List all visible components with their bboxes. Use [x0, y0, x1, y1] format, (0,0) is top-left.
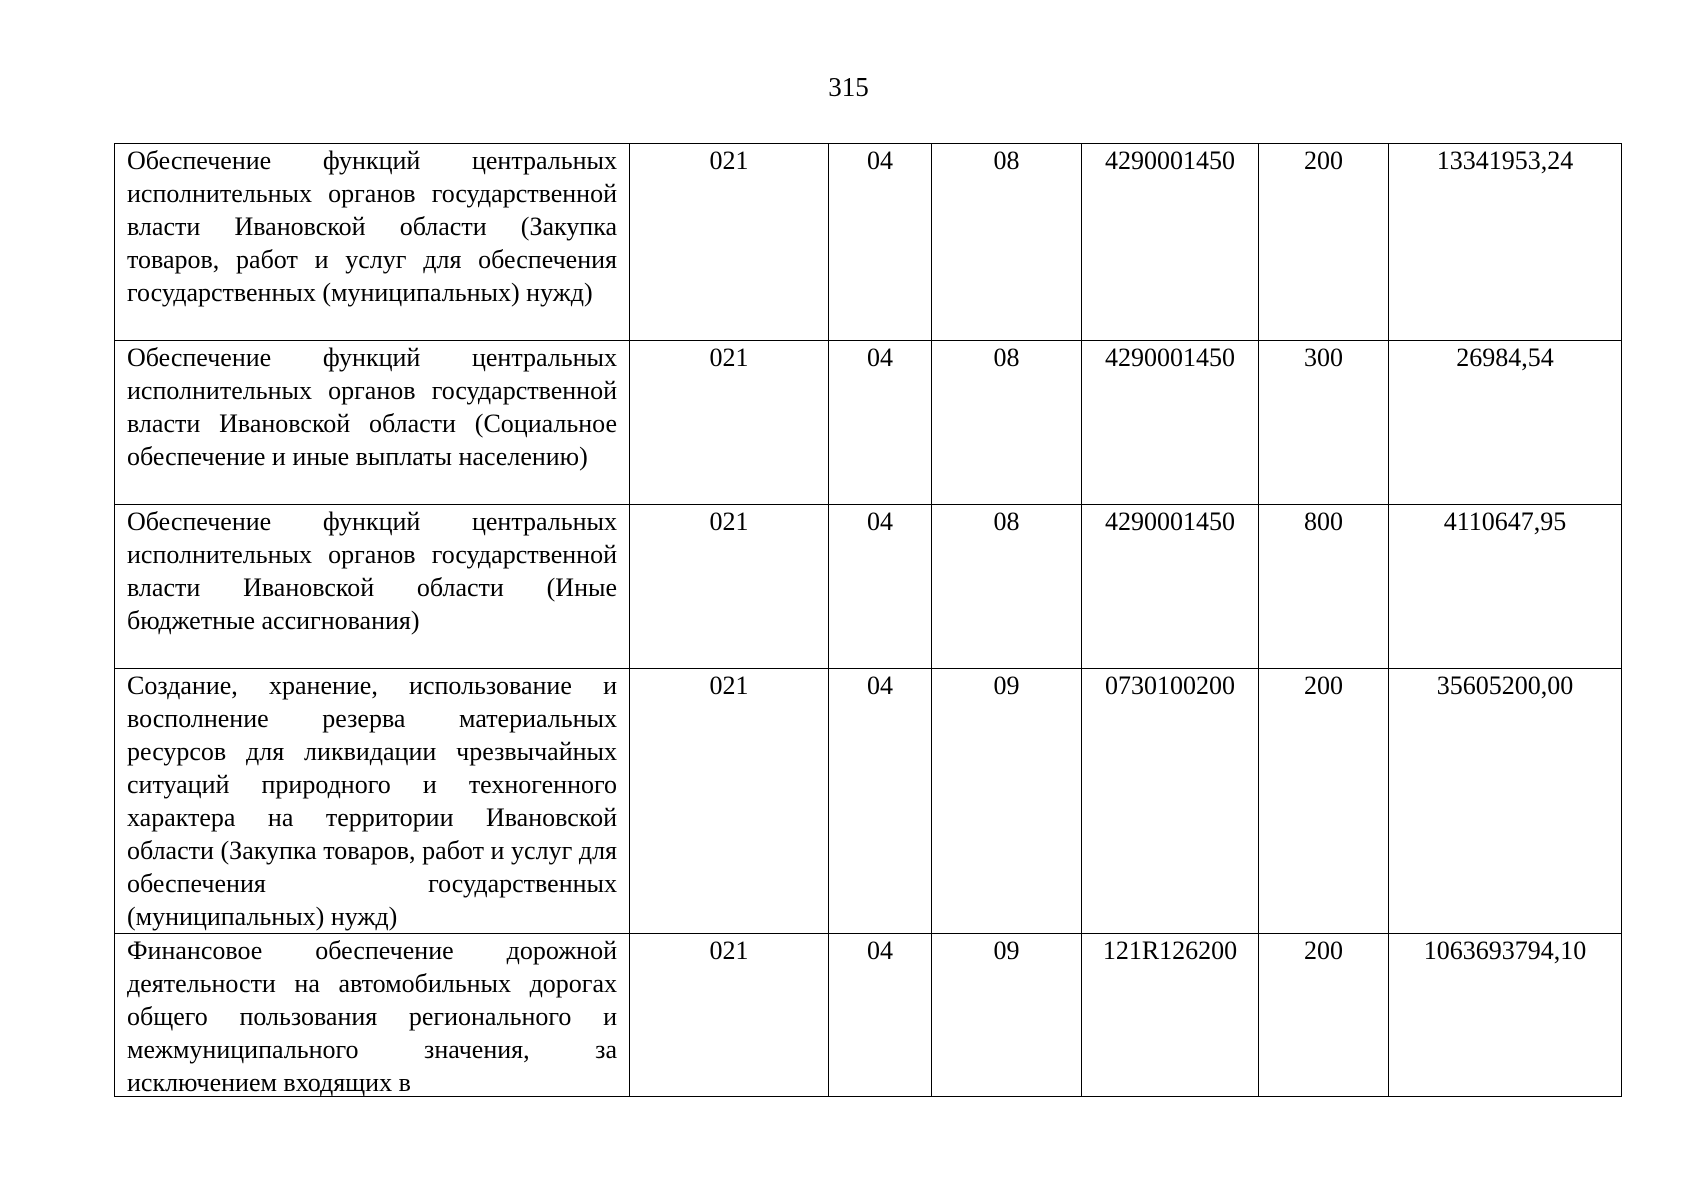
expense-type-code: 200: [1259, 144, 1389, 341]
table-row: [115, 144, 1622, 341]
target-article-code: 4290001450: [1082, 341, 1259, 505]
section-code: 04: [829, 934, 932, 1097]
subsection-code: 09: [932, 934, 1082, 1097]
target-article-code: 4290001450: [1082, 505, 1259, 669]
ministry-code: 021: [630, 341, 829, 505]
subsection-code: 08: [932, 505, 1082, 669]
ministry-code: 021: [630, 144, 829, 341]
row-description: Обеспечение функций центральных исполнительных органов государственной власти Ивановской области (Иные бюджетные ассигнования): [115, 505, 630, 669]
row-description: [115, 934, 630, 1097]
expense-type-code: 300: [1259, 341, 1389, 505]
amount: 1063693794,10: [1389, 934, 1622, 1097]
row-description: Создание, хранение, использование и восполнение резерва материальных ресурсов для ликвидации чрезвычайных ситуаций природного и техногенного характера на территории Ивановской области (Закупка товаров, работ и услуг для обеспечения государственных (муниципальных) нужд): [115, 669, 630, 934]
amount: 35605200,00: [1389, 669, 1622, 934]
ministry-code: 021: [630, 934, 829, 1097]
row-description: Обеспечение функций центральных исполнительных органов государственной власти Ивановской области (Закупка товаров, работ и услуг для обеспечения государственных (муниципальных) нужд): [115, 144, 630, 341]
amount: 26984,54: [1389, 341, 1622, 505]
section-code: 04: [829, 144, 932, 341]
target-article-code: 121R126200: [1082, 934, 1259, 1097]
ministry-code: 021: [630, 505, 829, 669]
table-row: [115, 341, 1622, 505]
amount: 13341953,24: [1389, 144, 1622, 341]
table-row: [115, 505, 1622, 669]
expense-type-code: 200: [1259, 669, 1389, 934]
page-number: 315: [828, 72, 869, 102]
table-row: [115, 934, 1622, 1097]
subsection-code: 09: [932, 669, 1082, 934]
section-code: 04: [829, 505, 932, 669]
table-row: [115, 669, 1622, 934]
row-description: Обеспечение функций центральных исполнительных органов государственной власти Ивановской области (Социальное обеспечение и иные выплаты населению): [115, 341, 630, 505]
ministry-code: 021: [630, 669, 829, 934]
subsection-code: 08: [932, 341, 1082, 505]
target-article-code: 4290001450: [1082, 144, 1259, 341]
amount: 4110647,95: [1389, 505, 1622, 669]
subsection-code: 08: [932, 144, 1082, 341]
row-description-text: Финансовое обеспечение дорожной деятельности на автомобильных дорогах общего пользования регионального и межмуниципального значения, за исключением входящих в: [127, 936, 617, 1096]
section-code: 04: [829, 341, 932, 505]
section-code: 04: [829, 669, 932, 934]
target-article-code: 0730100200: [1082, 669, 1259, 934]
expense-type-code: 800: [1259, 505, 1389, 669]
budget-table: [114, 143, 1622, 1097]
expense-type-code: 200: [1259, 934, 1389, 1097]
